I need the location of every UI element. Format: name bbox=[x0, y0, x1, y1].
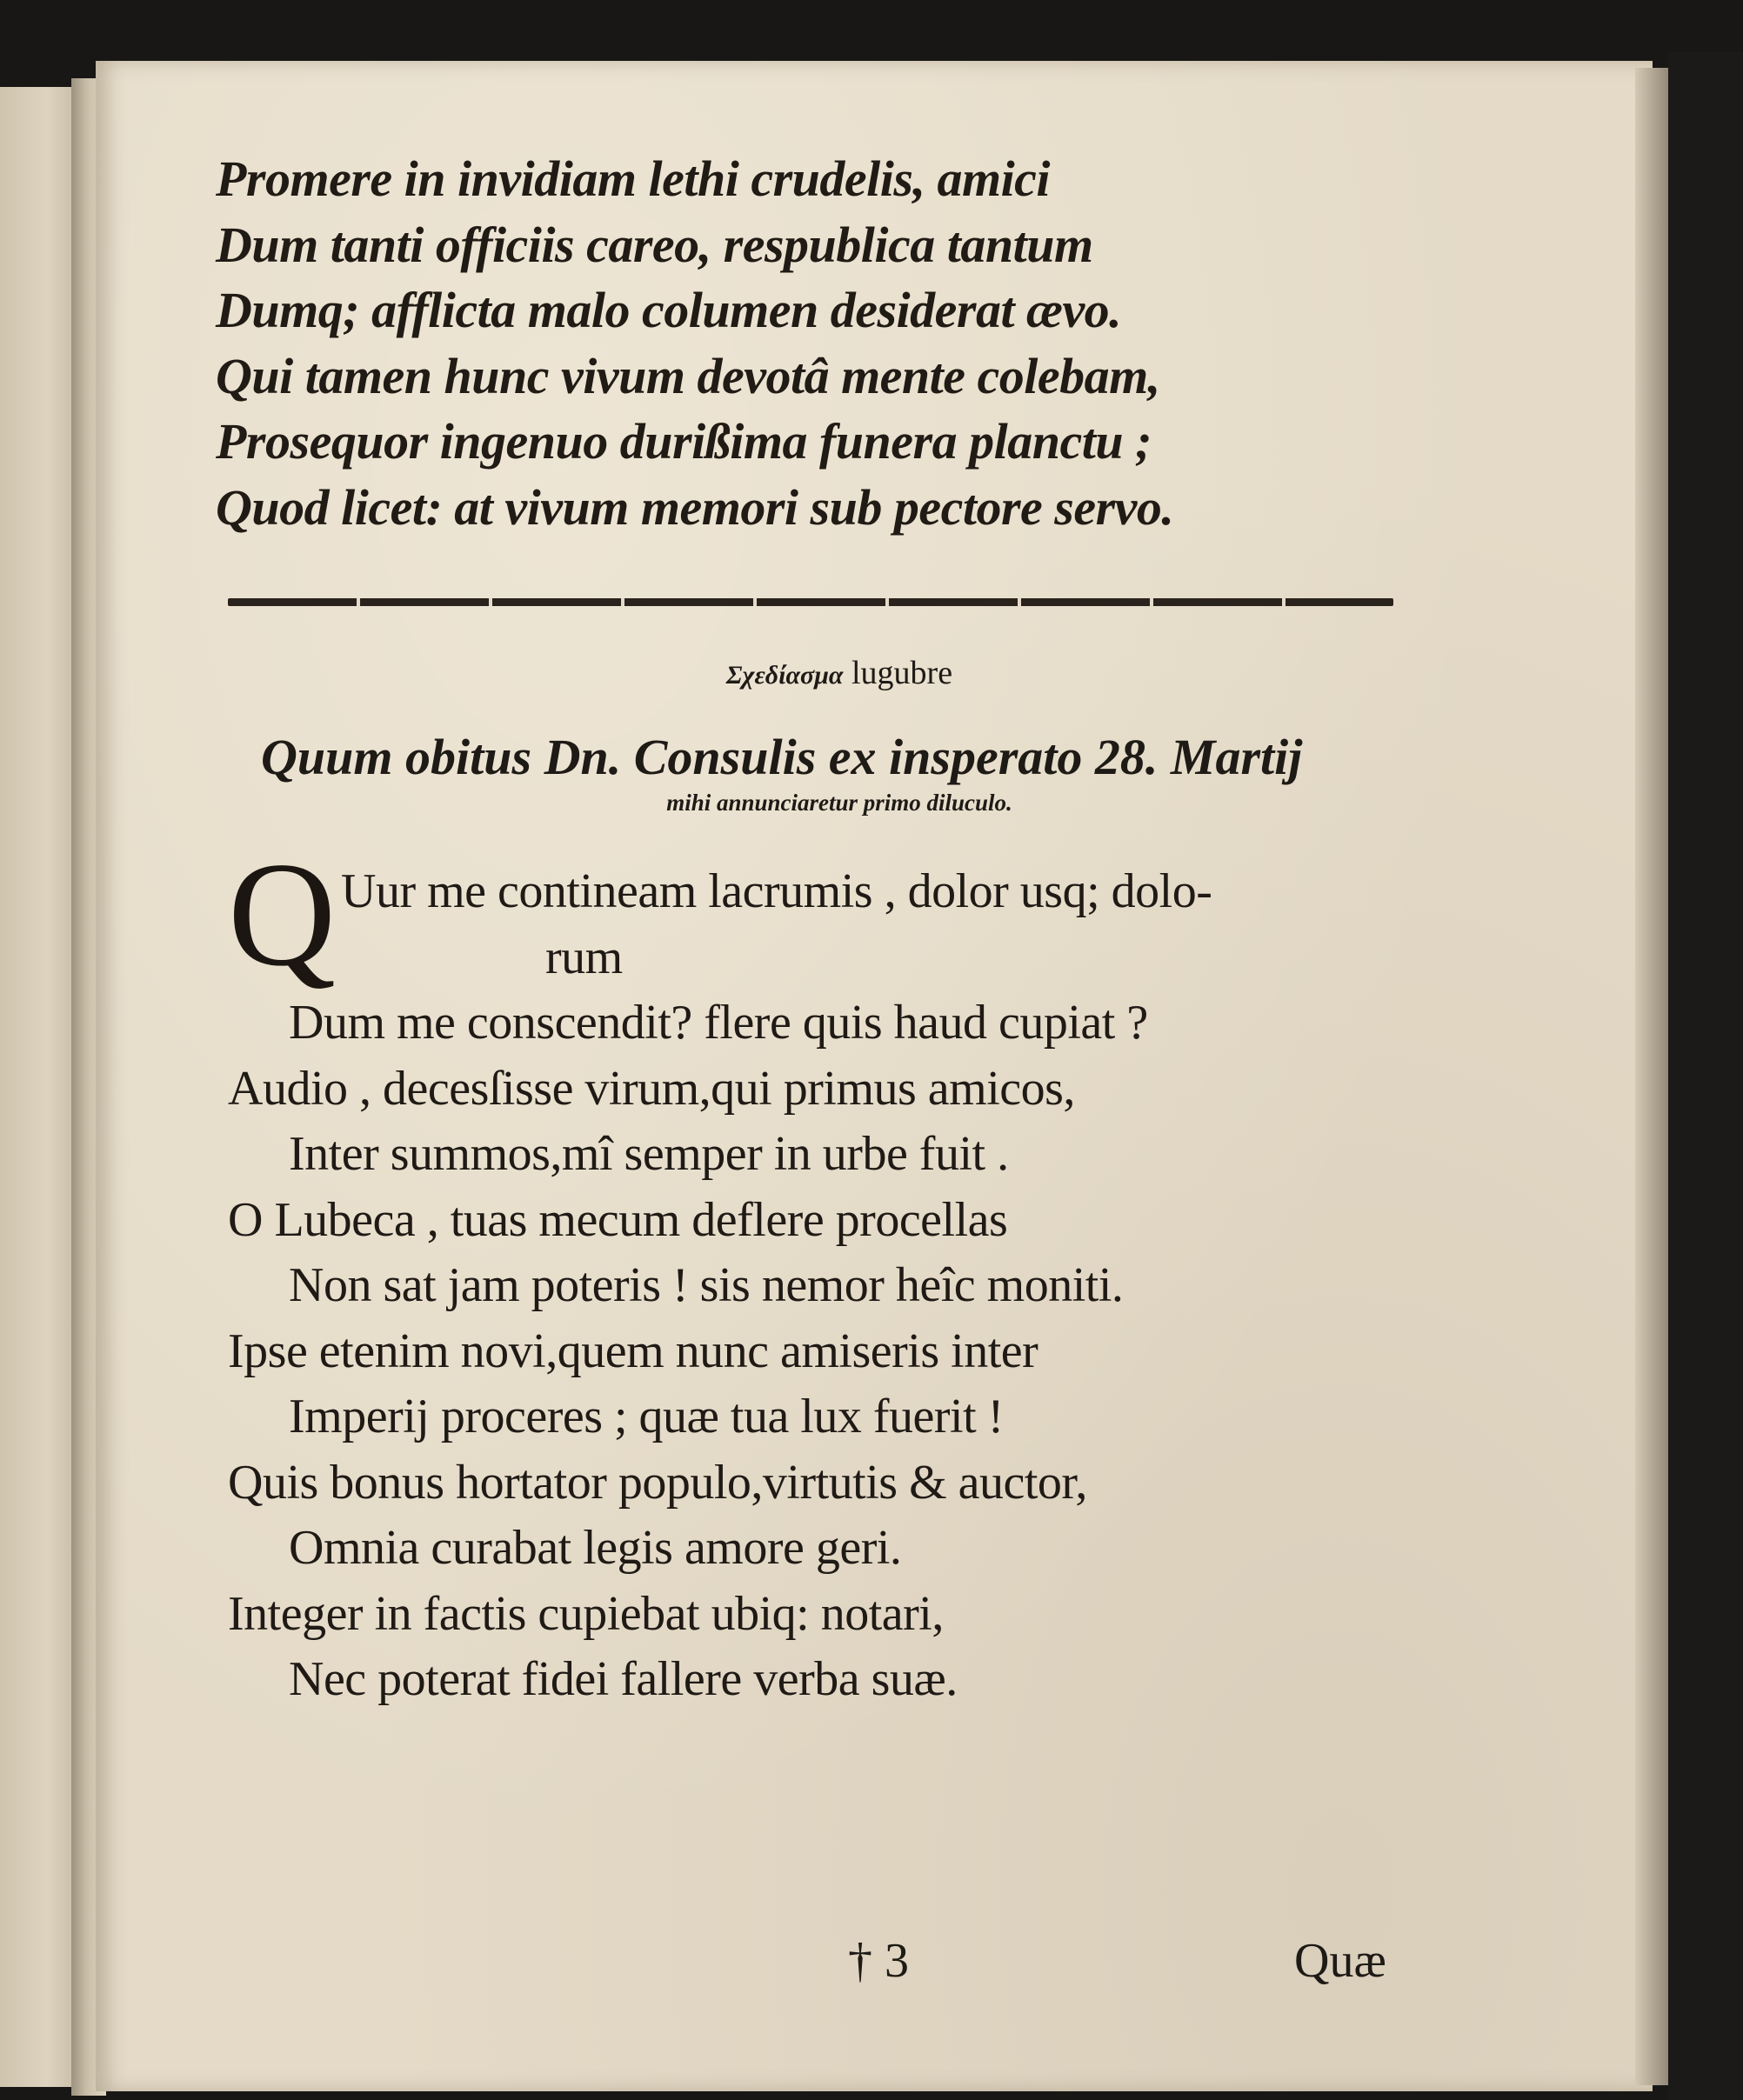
roman-poem-line: rum bbox=[545, 930, 623, 984]
roman-poem-line: Nec poterat fidei fallere verba suæ. bbox=[289, 1652, 958, 1706]
signature-mark: † 3 bbox=[848, 1934, 909, 1988]
greek-heading-word: Σχεδίασμα bbox=[725, 661, 844, 690]
italic-poem bbox=[216, 146, 1433, 540]
roman-poem-line: Non sat jam poteris ! sis nemor heîc moniti. bbox=[289, 1258, 1124, 1312]
latin-heading-word: lugubre bbox=[851, 655, 953, 691]
italic-poem-line: Quod licet: at vivum memori sub pectore servo. bbox=[216, 478, 1174, 536]
poem-title: Quum obitus Dn. Consulis ex insperato 28. Martij bbox=[261, 729, 1303, 785]
roman-poem-line: Omnia curabat legis amore geri. bbox=[289, 1521, 902, 1575]
roman-poem-line: O Lubeca , tuas mecum deflere procellas bbox=[228, 1192, 1008, 1247]
roman-poem bbox=[228, 859, 1446, 1713]
catchword: Quæ bbox=[1294, 1934, 1386, 1988]
drop-cap-initial: Q bbox=[228, 832, 337, 997]
italic-poem-line: Promere in invidiam lethi crudelis, amici bbox=[216, 150, 1051, 207]
poem-subtitle: mihi annunciaretur primo diluculo. bbox=[666, 790, 1012, 816]
roman-poem-line: Inter summos,mî semper in urbe fuit . bbox=[289, 1127, 1009, 1181]
roman-poem-line: Imperij proceres ; quæ tua lux fuerit ! bbox=[289, 1390, 1004, 1443]
italic-poem-line: Prosequor ingenuo durißima funera planctu ; bbox=[216, 413, 1152, 470]
roman-poem-line: Ipse etenim novi,quem nunc amiseris inter bbox=[228, 1323, 1038, 1378]
roman-poem-line: Integer in factis cupiebat ubiq: notari, bbox=[228, 1586, 944, 1641]
italic-poem-line: Qui tamen hunc vivum devotâ mente colebam, bbox=[216, 347, 1160, 404]
italic-poem-line: Dum tanti officiis careo, respublica tantum bbox=[216, 216, 1093, 273]
section-divider-rule bbox=[228, 598, 1393, 606]
roman-poem-line: Audio , decesſisse virum,qui primus amicos, bbox=[228, 1061, 1075, 1116]
italic-poem-line: Dumq; afflicta malo columen desiderat ævo. bbox=[216, 282, 1122, 338]
section-heading bbox=[0, 654, 1679, 695]
roman-poem-line: Dum me conscendit? flere quis haud cupiat ? bbox=[289, 996, 1148, 1050]
roman-poem-line: Uur me contineam lacrumis , dolor usq; dolo- bbox=[341, 864, 1212, 918]
roman-poem-line: Quis bonus hortator populo,virtutis & auctor, bbox=[228, 1455, 1087, 1510]
